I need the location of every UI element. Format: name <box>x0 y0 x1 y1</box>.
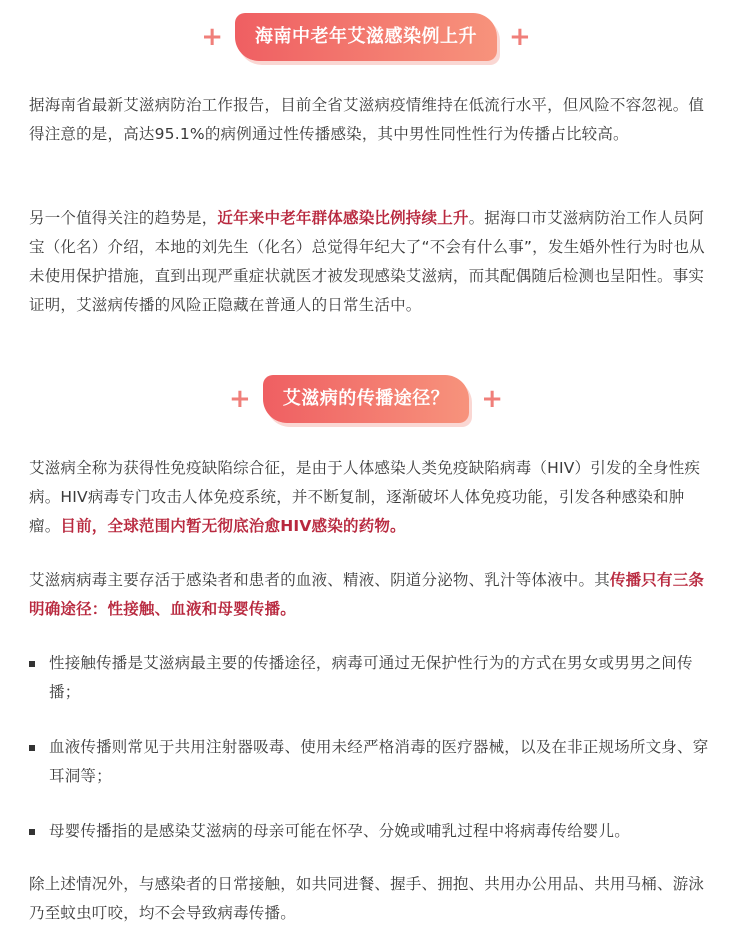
paragraph-text: 。据海口市艾滋病防治工作人员阿宝（化名）介绍，本地的刘先生（化名）总觉得年纪大了“不会有什么事”，发生婚外性行为时也从未使用保护措施，直到出现严重症状就医才被发现感染艾滋病，而其配偶随后检测也呈阳性。事实证明，艾滋病传播的风险正隐藏在普通人的日常生活中。 <box>29 209 705 314</box>
paragraph <box>29 454 709 541</box>
bullet-square-icon <box>29 829 35 835</box>
paragraph <box>29 204 709 320</box>
list-item <box>29 817 709 846</box>
plus-icon: + <box>481 384 504 414</box>
bullet-square-icon <box>29 745 35 751</box>
highlight-text: 传播只有三条明确途径：性接触、血液和母婴传播。 <box>29 571 705 618</box>
plus-icon: + <box>201 22 223 52</box>
paragraph-text: 艾滋病全称为获得性免疫缺陷综合征，是由于人体感染人类免疫缺陷病毒（HIV）引发的全身性疾病。HIV病毒专门攻击人体免疫系统，并不断复制，逐渐破坏人体免疫功能，引发各种感染和肿瘤。 <box>29 459 701 535</box>
bullet-square-icon <box>29 661 35 667</box>
paragraph: 除上述情况外，与感染者的日常接触，如共同进餐、握手、拥抱、共用办公用品、共用马桶、游泳乃至蚊虫叮咬，均不会导致病毒传播。 <box>29 875 705 922</box>
highlight-text: 近年来中老年群体感染比例持续上升 <box>217 209 469 227</box>
highlight-text: 目前，全球范围内暂无彻底治愈HIV感染的药物。 <box>60 517 406 535</box>
section-heading-2 <box>0 375 732 423</box>
list-item-text: 母婴传播指的是感染艾滋病的母亲可能在怀孕、分娩或哺乳过程中将病毒传给婴儿。 <box>49 822 630 840</box>
list-item-text: 血液传播则常见于共用注射器吸毒、使用未经严格消毒的医疗器械，以及在非正规场所文身、穿耳洞等； <box>49 738 709 785</box>
plus-icon: + <box>228 384 251 414</box>
paragraph-text: 艾滋病病毒主要存活于感染者和患者的血液、精液、阴道分泌物、乳汁等体液中。其 <box>29 571 610 589</box>
plus-icon: + <box>509 22 531 52</box>
list-item <box>29 649 709 707</box>
paragraph: 据海南省最新艾滋病防治工作报告，目前全省艾滋病疫情维持在低流行水平，但风险不容忽视。值得注意的是，高达95.1%的病例通过性传播感染，其中男性同性性行为传播占比较高。 <box>29 96 705 143</box>
paragraph-text: 另一个值得关注的趋势是， <box>29 209 218 227</box>
paragraph <box>29 566 709 624</box>
section-heading-1 <box>0 13 732 61</box>
list-item-text: 性接触传播是艾滋病最主要的传播途径，病毒可通过无保护性行为的方式在男女或男男之间传播； <box>49 654 693 701</box>
section-title: 海南中老年艾滋感染例上升 <box>235 13 497 61</box>
list-item <box>29 733 709 791</box>
section-title: 艾滋病的传播途径？ <box>263 375 470 423</box>
